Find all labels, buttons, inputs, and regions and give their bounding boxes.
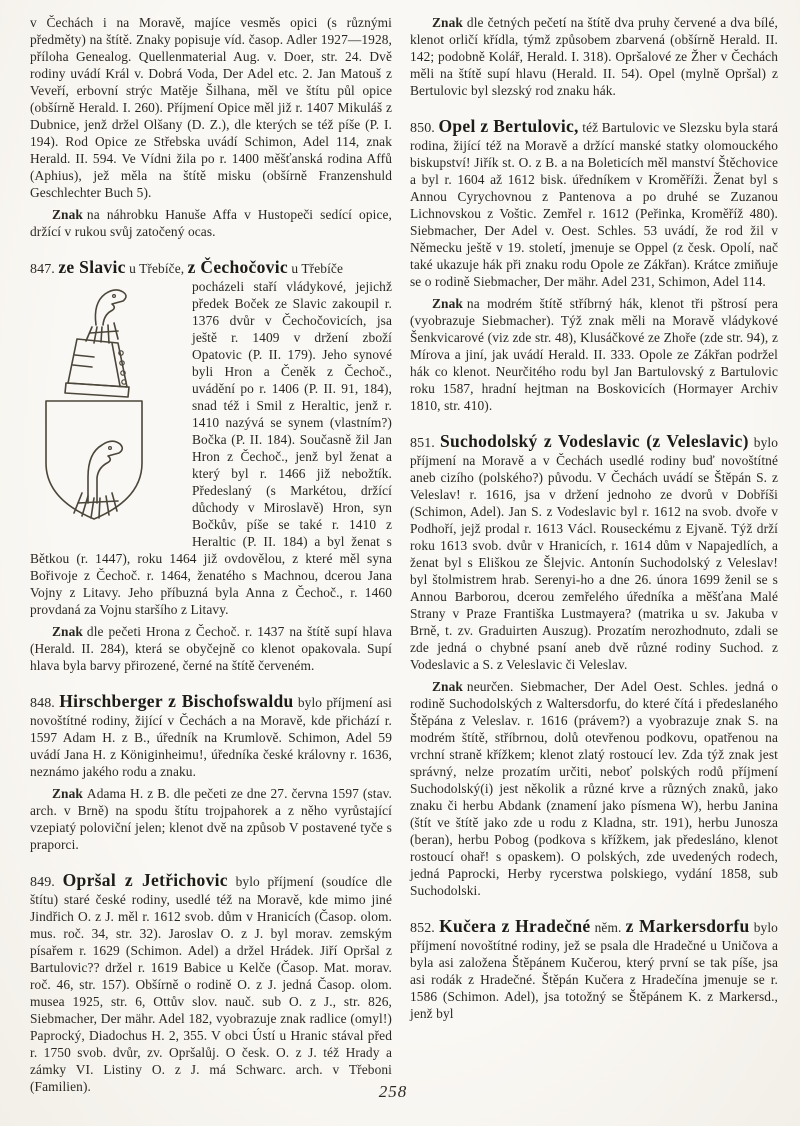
- entry-847-body: pocházeli staří vládykové, jejichž předek Boček ze Slavic zakoupil r. 1376 dvůr v Čechočovicích, jsa ještě r. 1409 v držení zboží Opatovic (P. II. 179). Jeho synové byli Hron a Čeněk z Čechoč., uvádění po r. 1406 (P. II. 91, 184), snad též i Smil z Heraltic, jenž r. 1410 nazývá se synem (vlastním?) Bočka (P. II. 184). Současně žil Jan Hron z Čechoč., jenž byl ženat a který byl r. 1466 již nebožtík. Předeslaný (s Markétou, držící důchody v Miroslavě) Hron, syn Bočkův, píše se také r. 1410 z Heraltic (P. II. 184) a byl ženat s Bětkou (r. 1447), roku 1464 již ovdovělou, z které měl syna Bořivoje z Čechoč. r. 1464, ženatého s Machnou, dcerou Jana Vojny z Litavy. Jeho příbuzná byla Anna z Čechoč., r. 1460 provdaná za Vojnu staršího z Litavy.: [30, 279, 392, 617]
- znak-label: Znak: [432, 296, 463, 311]
- entry-number: 850.: [410, 121, 435, 136]
- znak-label: Znak: [432, 679, 463, 694]
- entry-name-suffix: též Bartulovic ve Slezsku: [582, 120, 722, 135]
- entry-850-znak: [410, 295, 778, 414]
- entry-name: Hirschberger z Bischofswaldu: [59, 691, 294, 711]
- znak-label: Znak: [52, 786, 83, 801]
- znak-text: na náhrobku Hanuše Affa v Hustopeči sedící opice, držící v rukou svůj zatočený ocas.: [30, 207, 392, 239]
- entry-852-body: bylo příjmení novoštítné rodiny, jež se psala dle Hradečné u Uničova a byla asi založena Štěpánem Kučerou, který první se tak píše, jsa asi rodák z Hradečné. Štěpán Kučera z Hradečína jmenuje se r. 1586 (Schimon. Adel), jsa totožný se Štěpánem K. z Markersd., jenž byl: [410, 920, 778, 1021]
- entry-849: [30, 872, 392, 1095]
- entry-850-heading-body: [410, 118, 778, 290]
- entry-849-body: bylo příjmení (soudíce dle štítu) staré české rodiny, usedlé též na Moravě, kde mimo jiné Jindřich O. z J. měl r. 1612 svob. dům v Hranicích (Časop. olom. mus. roč. 34, str. 32). Jaroslav O. z J. byl morav. zemským písařem r. 1629 (Schimon. Adel) a držel Hrádek. Jiří Opršal z Bartulovic?? držel r. 1619 Babice u Kelče (Časop. Mat. morav. roč. 46, str. 157). Obšírně o rodině O. z J. jedná Časop. olom. musea 1925, str. 6, Ottův slov. nauč. sub O. z J., str. 826, Siebmacher, Der mähr. Adel 182, vyobrazuje znak radlice (omyl!) Paprocký, Diadochus H. 2, 355. V obci Ústí u Hranic stával před r. 1750 svob. dvůr, zv. Opršalůj. O česk. O. z J. též Hrady a zámky VI. Listiny O. z J. má Schwarc. arch. v Třeboni (Familien).: [30, 874, 393, 1094]
- entry-849-znak: [410, 14, 778, 99]
- znak-label: Znak: [52, 207, 83, 222]
- entry-name: ze Slavic: [58, 257, 126, 277]
- entry-850-body: byla stará rodina, žijící též na Moravě a držící manské statky olomouckého biskupství! Jiřík st. O. z B. a na Boleticích měl manství Štěchovice a byl r. 1604 až 1612 bisk. úředníkem v Kroměříži. Ženat byl s Annou Cyrychovnou z Pantenova a po druhé se Zuzanou Lichnovskou z Voštic. Zemřel r. 1612 (Peřinka, Kroměříž 480). Siebmacher, Der Adel v. Oest. Schles. 53 uvádí, že rod žil v Německu ještě v 19. století, jmenuje se Oppel (z česk. Opolí, nač také ukazuje hák při znaku rodu Opole ze Zákřan). Krátce zmiňuje se o rodině Siebmacher, Der mähr. Adel 231, Schimon, Adel 114.: [410, 120, 778, 289]
- znak-text: Adama H. z B. dle pečeti ze dne 27. června 1597 (stav. arch. v Brně) na spodu štítu trojpahorek a z něho vyrůstající vzepiatý poloviční jelen; klenot dvě na způsob V postavené tyče s praporci.: [30, 786, 392, 852]
- entry-849-heading-body: [30, 872, 392, 1095]
- entry-848: [30, 693, 392, 853]
- page-footer: [0, 1082, 786, 1102]
- znak-text: na modrém štítě stříbrný hák, klenot tři pštrosí pera (vyobrazuje Siebmacher). Týž znak měli na Moravě vládykové Šenkvicarové (viz zde str. 48), Klusáčkové ze Zhoře (zde str. 94), z Mírova a jiní, jak uvádí Herald. II. 333. Opole ze Zákřan podržel hák co klenot. Neurčitého rodu byl Jan Bartulovský z Bartulovic roku 1587, hradní hejtman na Boskovicích (Hormayer Archiv 1810, str. 410).: [410, 296, 778, 413]
- entry-851-znak: [410, 678, 778, 899]
- entry-name-suffix: u Třebíče: [291, 261, 343, 276]
- znak-text: dle četných pečetí na štítě dva pruhy červené a dva bílé, klenot orličí křídla, týmž způsobem zbarvená (obšírně Herald. II. 142; podobně Kolář, Herald. I. 318). Opršalové ze Žher v Čechách měli na štítě supí hlavu (Herald. II. 54). Opel (mylně Opršal) z Bertulovic byl slezský rod znaku hák.: [410, 15, 778, 98]
- entry-851-body: bylo příjmení na Moravě a v Čechách usedlé rodiny buď novoštítné aneb cizího (polského?) původu. V Čechách uvádí se Štěpán S. z Veleslav! r. 1616, jsa v držení jednoho ze dvorů v Dobříši (Schimon, Adel). Jan S. z Vodeslavic byl r. 1612 na svob. dvoře v Podhoří, jejž prodal r. 1613 Václ. Rouseckému z Ejvaně. Týž drží roku 1613 svob. dvůr v Hranicích, r. 1614 dům v Napajedlích, a ženat byl s Eliškou ze Šlejvic. Antonín Suchodolský z Veleslav! byl štolmistrem hrab. Serenyi-ho a dne 26. února 1699 ženil se s Annou Barborou, dcerou zemřelého úředníka a měšťana Malé Strany v Praze Františka Lustmayera? (matrika u sv. Jakuba v Brně, t. zv. Graduirten Auszug). Prozatím nerozhodnuto, zdali se zde jedná o chybné psaní aneb dvě různé rodiny Suchod. z Vodeslavic a S. z Veleslavic či Veleslav.: [410, 435, 778, 672]
- znak-label: Znak: [432, 15, 463, 30]
- entry-number: 851.: [410, 436, 435, 451]
- paragraph-continuation: v Čechách i na Moravě, majíce vesměs opici (s různými předměty) na štítě. Znaky popisuje víd. časop. Adler 1927—1928, příloha Genealog. Quellenmaterial Aug. v. Doer, str. 24. Dvě rodiny uvádí Král v. Dobrá Voda, Der Adel etc. 2. Jan Matouš z Veveří, erbovní strýc Matěje Šilhana, měl ve štítu půl opice (obšírně Herald. I. 260). Příjmení Opice měl již r. 1407 Mikuláš z Dubnice, jenž držel Olšany (D. Z.), dle kterých se též píše (P. I. 194). Rod Opice ze Střebska uvádí Schimon, Adel 114, znak Herald. II. 594. Ve Vídni žila po r. 1400 měšťanská rodina Affů (Aphius), jež měla na štítě misku (obšírně Franzenshuld Geschlechter Buch 5).: [30, 15, 392, 200]
- entry-847-heading: [30, 259, 392, 278]
- entry-847-znak: [30, 623, 392, 674]
- entry-850: [410, 118, 778, 414]
- entry-name-suffix: u Třebíče,: [129, 261, 185, 276]
- entry-name: z Čechočovic: [187, 257, 288, 277]
- entry-851-heading-body: [410, 433, 778, 673]
- entry-847-body-flow: [30, 278, 392, 674]
- znak-paragraph-intro: [30, 206, 392, 240]
- entry-name: Opršal z Jetřichovic: [62, 870, 228, 890]
- entry-number: 848.: [30, 696, 55, 711]
- entry-name: Suchodolský z Vodeslavic (z Veleslavic): [439, 431, 749, 451]
- entry-number: 847.: [30, 262, 55, 277]
- coat-of-arms-illustration: [30, 281, 180, 536]
- right-column: [410, 14, 778, 1095]
- entry-848-heading-body: [30, 693, 392, 780]
- znak-label: Znak: [52, 624, 83, 639]
- page-number: 258: [378, 1082, 408, 1101]
- entry-name: Kučera z Hradečné: [439, 916, 591, 936]
- entry-847: [30, 259, 392, 674]
- entry-848-znak: [30, 785, 392, 853]
- entry-852: [410, 918, 778, 1022]
- entry-852-heading-body: [410, 918, 778, 1022]
- entry-number: 849.: [30, 875, 55, 890]
- entry-name-suffix: něm.: [594, 920, 622, 935]
- entry-851: [410, 433, 778, 899]
- entry-name: z Markersdorfu: [625, 916, 750, 936]
- znak-text: dle pečeti Hrona z Čechoč. r. 1437 na štítě supí hlava (Herald. II. 284), která se obyčejně co klenot opakovala. Supí hlava byla barvy přirozené, černé na štítě červeném.: [30, 624, 392, 673]
- entry-number: 852.: [410, 921, 435, 936]
- entry-name: Opel z Bertulovic,: [438, 116, 579, 136]
- znak-text: neurčen. Siebmacher, Der Adel Oest. Schles. jedná o rodině Suchodolských z Waltersdorfu, do které čítá i předeslaného Štěpána z Veleslav. r. 1616 (právem?) a vyobrazuje znak S. na modrém štítě, stříbrnou, dolů otevřenou podkovu, opatřenou na vrchní straně křížkem; klenot zlatý rostoucí lev. Zda týž znak jest správný, nelze prozatím určiti, neboť polských rodů příjmení Suchodolský(i) jest několik a různé krve a různých znaků, jako znaku či herbu Abdank (znamení jako písmena W), herbu Janina (štít ve štítě jako zde u rodu z Kladna, str. 191), herbu Junosza (beran), herbu Pobog (podkova s křížkem, jak předesláno, klenot rostoucí ohař! s opaskem). O polských, zde uvedených rodech, jedná Paprocki, Herby rycerstwa polskiego, vydání 1858, sub Suchodolski.: [410, 679, 778, 898]
- left-column: [30, 14, 392, 1095]
- entry-848-body: bylo příjmení asi novoštítné rodiny, žijící v Čechách a na Moravě, kde přichází r. 1597 Adam H. z B., úředník na Krumlově. Schimon, Adel 59 uvádí Jana H. z Königinheimu!, úředníka české královny r. 1636, neznámo jakého rodu a znaku.: [30, 695, 392, 779]
